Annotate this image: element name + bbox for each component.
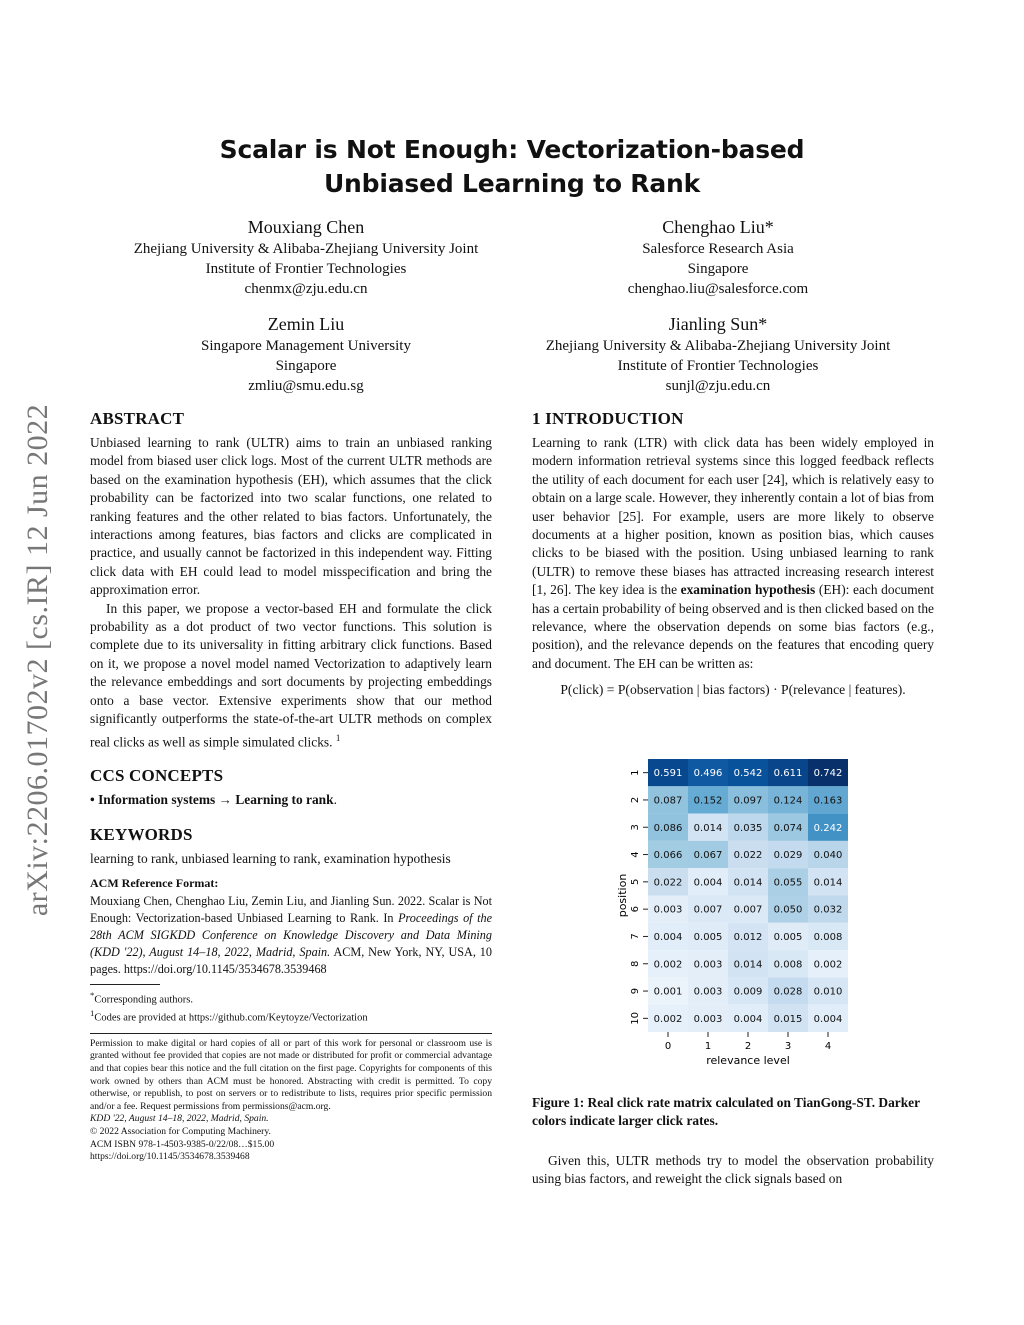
keywords-text: learning to rank, unbiased learning to rank, examination hypothesis <box>90 850 451 866</box>
x-tick-label: 1 <box>704 1041 712 1052</box>
y-tick-label: 9 <box>630 987 641 995</box>
heatmap-cell-label: 0.742 <box>813 768 843 780</box>
ccs-concept-a: Information systems <box>98 792 216 808</box>
heatmap-cell-label: 0.010 <box>813 986 843 998</box>
permission-isbn: ACM ISBN 978-1-4503-9385-0/22/08…$15.00 <box>90 1138 275 1150</box>
y-tick-label: 3 <box>630 824 641 831</box>
heatmap-cell-label: 0.003 <box>653 904 683 916</box>
paper-title <box>0 133 1024 201</box>
y-tick-label: 7 <box>630 933 641 940</box>
author-affiliation: Zhejiang University & Alibaba-Zhejiang University Joint <box>545 338 891 354</box>
intro-paragraph-2: Given this, ULTR methods try to model the observation probability using bias factors, and reweight the click signals based on <box>532 1153 934 1187</box>
acm-ref-heading: ACM Reference Format: <box>90 876 219 891</box>
heatmap-cell-label: 0.004 <box>813 1013 843 1025</box>
author-name: Chenghao Liu* <box>662 217 774 237</box>
heatmap-cell-label: 0.029 <box>773 850 803 862</box>
heatmap-cell-label: 0.242 <box>813 822 843 834</box>
left-column <box>90 408 492 1164</box>
ccs-arrow: → <box>218 792 232 808</box>
author-block-3 <box>90 312 522 396</box>
author-affiliation: Institute of Frontier Technologies <box>617 358 819 374</box>
intro-paragraph-1: Learning to rank (LTR) with click data has been widely employed in modern information retrieval systems since this logged feedback reflects the utility of each document for each user [24], which is relatively easy to obtain on a large scale. However, they inherently contain a lot of bias from user behavior [25]. For example, users are more likely to observe documents at a higher position, known as position bias, which causes clicks to be biased with the position. Using unbiased learning to rank (ULTR) to remove these biases has attracted increasing research interest [1, 26]. The key idea is the examination hypothesis (EH): each document has a certain probability of being observed and is then clicked based on the relevance, where the observation depends on some bias factors (e.g., position), and the relevance depends on the features that encoding query and document. The EH can be written as: <box>532 435 934 671</box>
y-tick-label: 8 <box>630 960 641 967</box>
heatmap-cell-label: 0.022 <box>653 877 683 889</box>
x-tick-label: 4 <box>824 1041 832 1052</box>
heatmap-cell-label: 0.542 <box>733 768 763 780</box>
heatmap-cell-label: 0.097 <box>733 795 763 807</box>
y-tick-label: 1 <box>630 769 641 776</box>
heatmap-cell-label: 0.007 <box>693 904 723 916</box>
ccs-end: . <box>333 792 337 808</box>
footnote-corresponding: *Corresponding authors. <box>90 989 193 1006</box>
heatmap-cell-label: 0.591 <box>653 768 683 780</box>
heatmap-cell-label: 0.004 <box>693 877 723 889</box>
intro-heading: 1 INTRODUCTION <box>532 409 684 428</box>
heatmap-cell-label: 0.009 <box>733 986 763 998</box>
heatmap-cell-label: 0.074 <box>773 822 803 834</box>
abstract-paragraph-2-text: In this paper, we propose a vector-based EH and formulate the click probability as a dot product of two vector functions. This solution is complete due to its universality in fitting arbitrary click functions. Based on it, we propose a novel model named Vectorization to adaptively learn the relevance embeddings and sort documents by projecting embeddings onto a base vector. Extensive experiments show that our method significantly outperforms the state-of-the-art ULTR methods on complex real clicks as well as simple simulated clicks. <box>90 600 492 749</box>
abstract-paragraph-2 <box>90 600 492 752</box>
heatmap-cell-label: 0.086 <box>653 822 683 834</box>
heatmap-cell-label: 0.003 <box>693 986 723 998</box>
permission-copyright: © 2022 Association for Computing Machinery. <box>90 1125 271 1137</box>
x-tick-label: 0 <box>664 1041 672 1052</box>
author-block-2 <box>504 215 932 299</box>
acm-ref-authors: Mouxiang Chen, Chenghao Liu, Zemin Liu, and Jianling Sun. 2022. Scalar is Not Enough: Vectorization-based Unbiased Learning to Rank. In <box>90 893 492 925</box>
author-affiliation: Singapore <box>687 261 749 277</box>
author-affiliation: Singapore Management University <box>201 338 411 354</box>
heatmap-cell-label: 0.002 <box>653 959 683 971</box>
y-tick-label: 6 <box>630 905 641 913</box>
author-email: chenghao.liu@salesforce.com <box>627 281 809 297</box>
author-email: zmliu@smu.edu.sg <box>248 378 364 394</box>
heatmap-cell-label: 0.008 <box>813 931 843 943</box>
acm-ref-publisher: ACM, New York, NY, USA, 10 pages. https://doi.org/10.1145/3534678.3539468 <box>90 944 492 976</box>
permission-conf: KDD '22, August 14–18, 2022, Madrid, Spain. <box>90 1113 269 1125</box>
keywords-heading: KEYWORDS <box>90 824 193 844</box>
heatmap-cell-label: 0.152 <box>693 795 723 807</box>
y-axis-label: position <box>616 873 629 918</box>
footnote-rule <box>90 984 160 985</box>
heatmap-cell-label: 0.014 <box>733 959 763 971</box>
author-affiliation: Institute of Frontier Technologies <box>205 261 407 277</box>
heatmap-cell-label: 0.004 <box>733 1013 763 1025</box>
heatmap-cell-label: 0.035 <box>733 822 763 834</box>
heatmap-cell-label: 0.124 <box>773 795 803 807</box>
right-column <box>532 408 934 700</box>
heatmap-figure <box>600 755 870 1067</box>
y-tick-label: 4 <box>630 851 641 858</box>
heatmap-cell-label: 0.040 <box>813 850 843 862</box>
heatmap-cell-label: 0.014 <box>693 822 723 834</box>
x-tick-label: 3 <box>784 1041 792 1052</box>
heatmap-cell-label: 0.005 <box>693 931 723 943</box>
arxiv-sidebar <box>6 380 70 940</box>
abstract-paragraph-1: Unbiased learning to rank (ULTR) aims to train an unbiased ranking model from biased user click logs. Most of the current ULTR methods are based on the examination hypothesis (EH), which assumes that the click probability can be factorized into two scalar functions, one related to ranking features and the other related to bias factors. Unfortunately, the interactions among features, bias factors and clicks are complicated in practice, and usually cannot be factorized in this independent way. Fitting click data with EH could lead to model misspecification and bring the approximation error. <box>90 435 492 598</box>
author-name: Mouxiang Chen <box>247 217 365 237</box>
ccs-concept-b: Learning to rank <box>235 792 334 808</box>
author-email: chenmx@zju.edu.cn <box>244 281 368 297</box>
author-block-1 <box>90 215 522 299</box>
title-line-1: Scalar is Not Enough: Vectorization-based <box>219 135 805 164</box>
heatmap-cell-label: 0.028 <box>773 986 803 998</box>
heatmap-cell-label: 0.163 <box>813 795 843 807</box>
abstract-heading: ABSTRACT <box>90 409 185 428</box>
heatmap-cell-label: 0.087 <box>653 795 683 807</box>
author-block-4 <box>504 312 932 396</box>
heatmap-cell-label: 0.005 <box>773 931 803 943</box>
heatmap-cell-label: 0.012 <box>733 931 763 943</box>
heatmap-cell-label: 0.022 <box>733 850 763 862</box>
permission-rule <box>90 1033 492 1034</box>
x-tick-label: 2 <box>744 1041 752 1052</box>
footnote-code-mark: 1 <box>90 1007 95 1018</box>
heatmap-cell-label: 0.014 <box>813 877 843 889</box>
heatmap-cell-label: 0.611 <box>773 768 803 780</box>
heatmap-cell-label: 0.008 <box>773 959 803 971</box>
y-tick-label: 10 <box>630 1011 641 1025</box>
heatmap-cell-label: 0.003 <box>693 1013 723 1025</box>
author-affiliation: Singapore <box>275 358 337 374</box>
permission-doi: https://doi.org/10.1145/3534678.3539468 <box>90 1151 250 1163</box>
footnote-marker: 1 <box>335 732 341 743</box>
author-affiliation: Salesforce Research Asia <box>642 241 794 257</box>
title-line-2: Unbiased Learning to Rank <box>323 169 701 198</box>
ccs-concepts <box>90 791 492 809</box>
permission-text: Permission to make digital or hard copies of all or part of this work for personal or classroom use is granted without fee provided that copies are not made or distributed for profit or commercial advantage and that copies bear this notice and the full citation on the first page. Copyrights for components of this work owned by others than ACM must be honored. Abstracting with credit is permitted. To copy otherwise, or republish, to post on servers or to redistribute to lists, requires prior specific permission and/or a fee. Request permissions from permissions@acm.org. <box>90 1037 492 1112</box>
footnote-star: * <box>90 989 95 1000</box>
heatmap-cell-label: 0.496 <box>693 768 723 780</box>
ccs-heading: CCS CONCEPTS <box>90 766 224 786</box>
author-affiliation: Zhejiang University & Alibaba-Zhejiang University Joint <box>133 241 479 257</box>
y-tick-label: 2 <box>630 796 641 804</box>
heatmap-cell-label: 0.015 <box>773 1013 803 1025</box>
ccs-bullet: • <box>90 792 95 808</box>
arxiv-id: arXiv:2206.01702v2 [cs.IR] 12 Jun 2022 <box>21 403 54 917</box>
heatmap-cell-label: 0.003 <box>693 959 723 971</box>
heatmap-cell-label: 0.032 <box>813 904 843 916</box>
x-axis-label: relevance level <box>706 1054 790 1067</box>
footnote-code: $^1$Codes are provided at https://github.com/Keytoyze/Vectorization <box>90 1007 368 1024</box>
heatmap-cell-label: 0.014 <box>733 877 763 889</box>
y-tick-label: 5 <box>630 878 641 886</box>
heatmap-cell-label: 0.055 <box>773 877 803 889</box>
author-name: Zemin Liu <box>267 314 345 334</box>
heatmap-cell-label: 0.001 <box>653 986 683 998</box>
heatmap-cell-label: 0.050 <box>773 904 803 916</box>
heatmap-cell-label: 0.002 <box>653 1013 683 1025</box>
heatmap-cell-label: 0.067 <box>693 850 723 862</box>
heatmap-cell-label: 0.004 <box>653 931 683 943</box>
heatmap-cell-label: 0.007 <box>733 904 763 916</box>
acm-ref-venue: Proceedings of the 28th ACM SIGKDD Conference on Knowledge Discovery and Data Mining (KDD '22), August 14–18, 2022, Madrid, Spain. <box>90 910 492 959</box>
heatmap-cells <box>630 759 848 1052</box>
heatmap-cell-label: 0.002 <box>813 959 843 971</box>
author-email: sunjl@zju.edu.cn <box>665 378 771 394</box>
intro-key-term: examination hypothesis <box>680 582 816 598</box>
heatmap-cell-label: 0.066 <box>653 850 683 862</box>
figure-caption: Figure 1: Real click rate matrix calculated on TianGong-ST. Darker colors indicate larger click rates. <box>532 1095 920 1129</box>
equation-eh: P(click) = P(observation | bias factors) · P(relevance | features). <box>560 682 906 698</box>
author-name: Jianling Sun* <box>668 314 768 334</box>
acm-ref-text <box>90 893 492 978</box>
